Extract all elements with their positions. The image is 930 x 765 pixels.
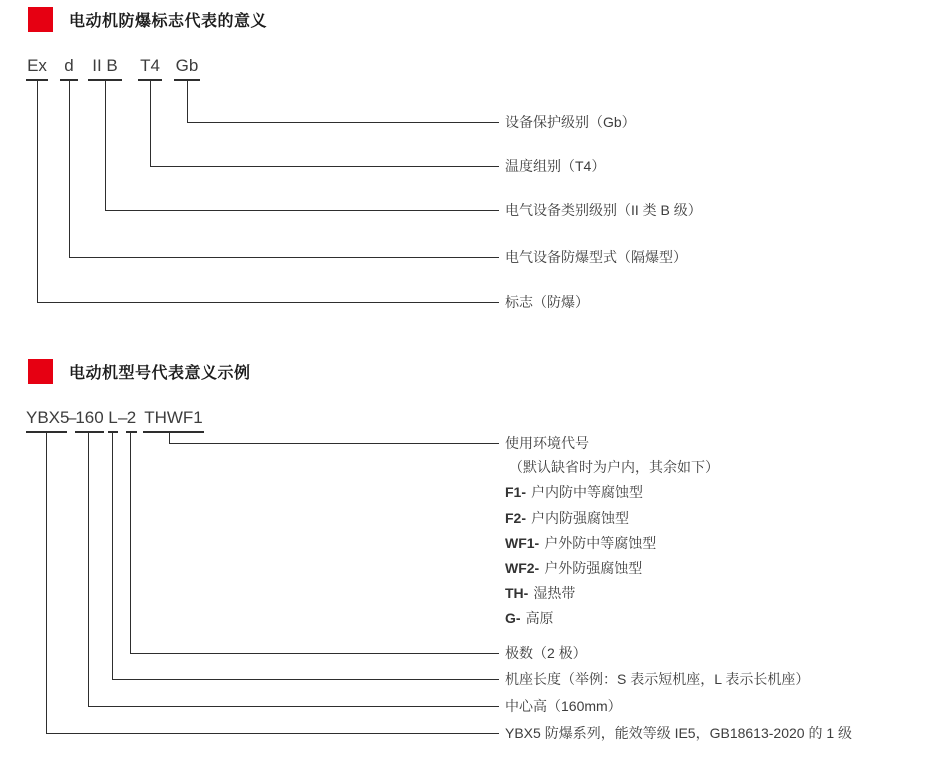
env-option-wf1 <box>505 533 656 553</box>
env-option-prefix: WF1- <box>505 535 540 551</box>
label-device-protection-level: 设备保护级别（Gb） <box>505 114 636 130</box>
section2-header <box>28 359 251 384</box>
code-ex: Ex <box>26 55 48 81</box>
code-ybx5: YBX5 <box>26 407 67 433</box>
code-t4: T4 <box>138 55 162 81</box>
env-option-f2 <box>505 508 629 528</box>
env-option-wf2 <box>505 558 642 578</box>
env-option-prefix: TH- <box>505 585 529 601</box>
label-mark: 标志（防爆） <box>505 294 589 310</box>
code-160: 160 <box>75 407 104 433</box>
env-option-f1 <box>505 482 643 502</box>
code-dash1: – <box>67 408 77 427</box>
connector-ex <box>37 81 499 303</box>
connector-ybx5 <box>46 433 499 734</box>
code-dash2: – <box>118 408 128 427</box>
label-env-note: （默认缺省时为户内，其余如下） <box>509 459 719 475</box>
env-option-text: 户内防中等腐蚀型 <box>531 484 643 500</box>
section1-header <box>28 7 267 32</box>
env-option-text: 户外防强腐蚀型 <box>544 560 643 576</box>
label-frame-length: 机座长度（举例：S 表示短机座，L 表示长机座） <box>505 671 810 687</box>
label-env-code: 使用环境代号 <box>505 435 589 451</box>
label-pole-number: 极数（2 极） <box>505 645 587 661</box>
code-2: 2 <box>126 407 137 433</box>
env-option-text: 户内防强腐蚀型 <box>531 510 629 526</box>
env-option-text: 湿热带 <box>533 585 576 601</box>
env-option-prefix: G- <box>505 610 521 626</box>
label-temperature-class: 温度组别（T4） <box>505 158 606 174</box>
code-iib: II B <box>88 55 122 81</box>
section2-title: 电动机型号代表意义示例 <box>69 365 251 382</box>
env-option-prefix: F2- <box>505 510 526 526</box>
env-option-prefix: F1- <box>505 484 526 500</box>
label-equipment-category: 电气设备类别级别（II 类 B 级） <box>505 202 702 218</box>
env-option-g <box>505 608 554 628</box>
env-option-prefix: WF2- <box>505 560 540 576</box>
section1-marker-icon <box>28 7 53 32</box>
code-l: L <box>108 407 118 433</box>
section2-marker-icon <box>28 359 53 384</box>
code-thwf1: THWF1 <box>143 407 204 433</box>
env-option-text: 高原 <box>525 610 554 626</box>
code-gb: Gb <box>174 55 200 81</box>
section1-title: 电动机防爆标志代表的意义 <box>69 13 268 30</box>
label-center-height: 中心高（160mm） <box>505 698 622 714</box>
label-series: YBX5 防爆系列，能效等级 IE5，GB18613-2020 的 1 级 <box>505 725 853 741</box>
env-option-th <box>505 583 575 603</box>
code-d: d <box>60 55 78 81</box>
env-option-text: 户外防中等腐蚀型 <box>544 535 657 551</box>
label-protection-type: 电气设备防爆型式（隔爆型） <box>505 249 687 265</box>
